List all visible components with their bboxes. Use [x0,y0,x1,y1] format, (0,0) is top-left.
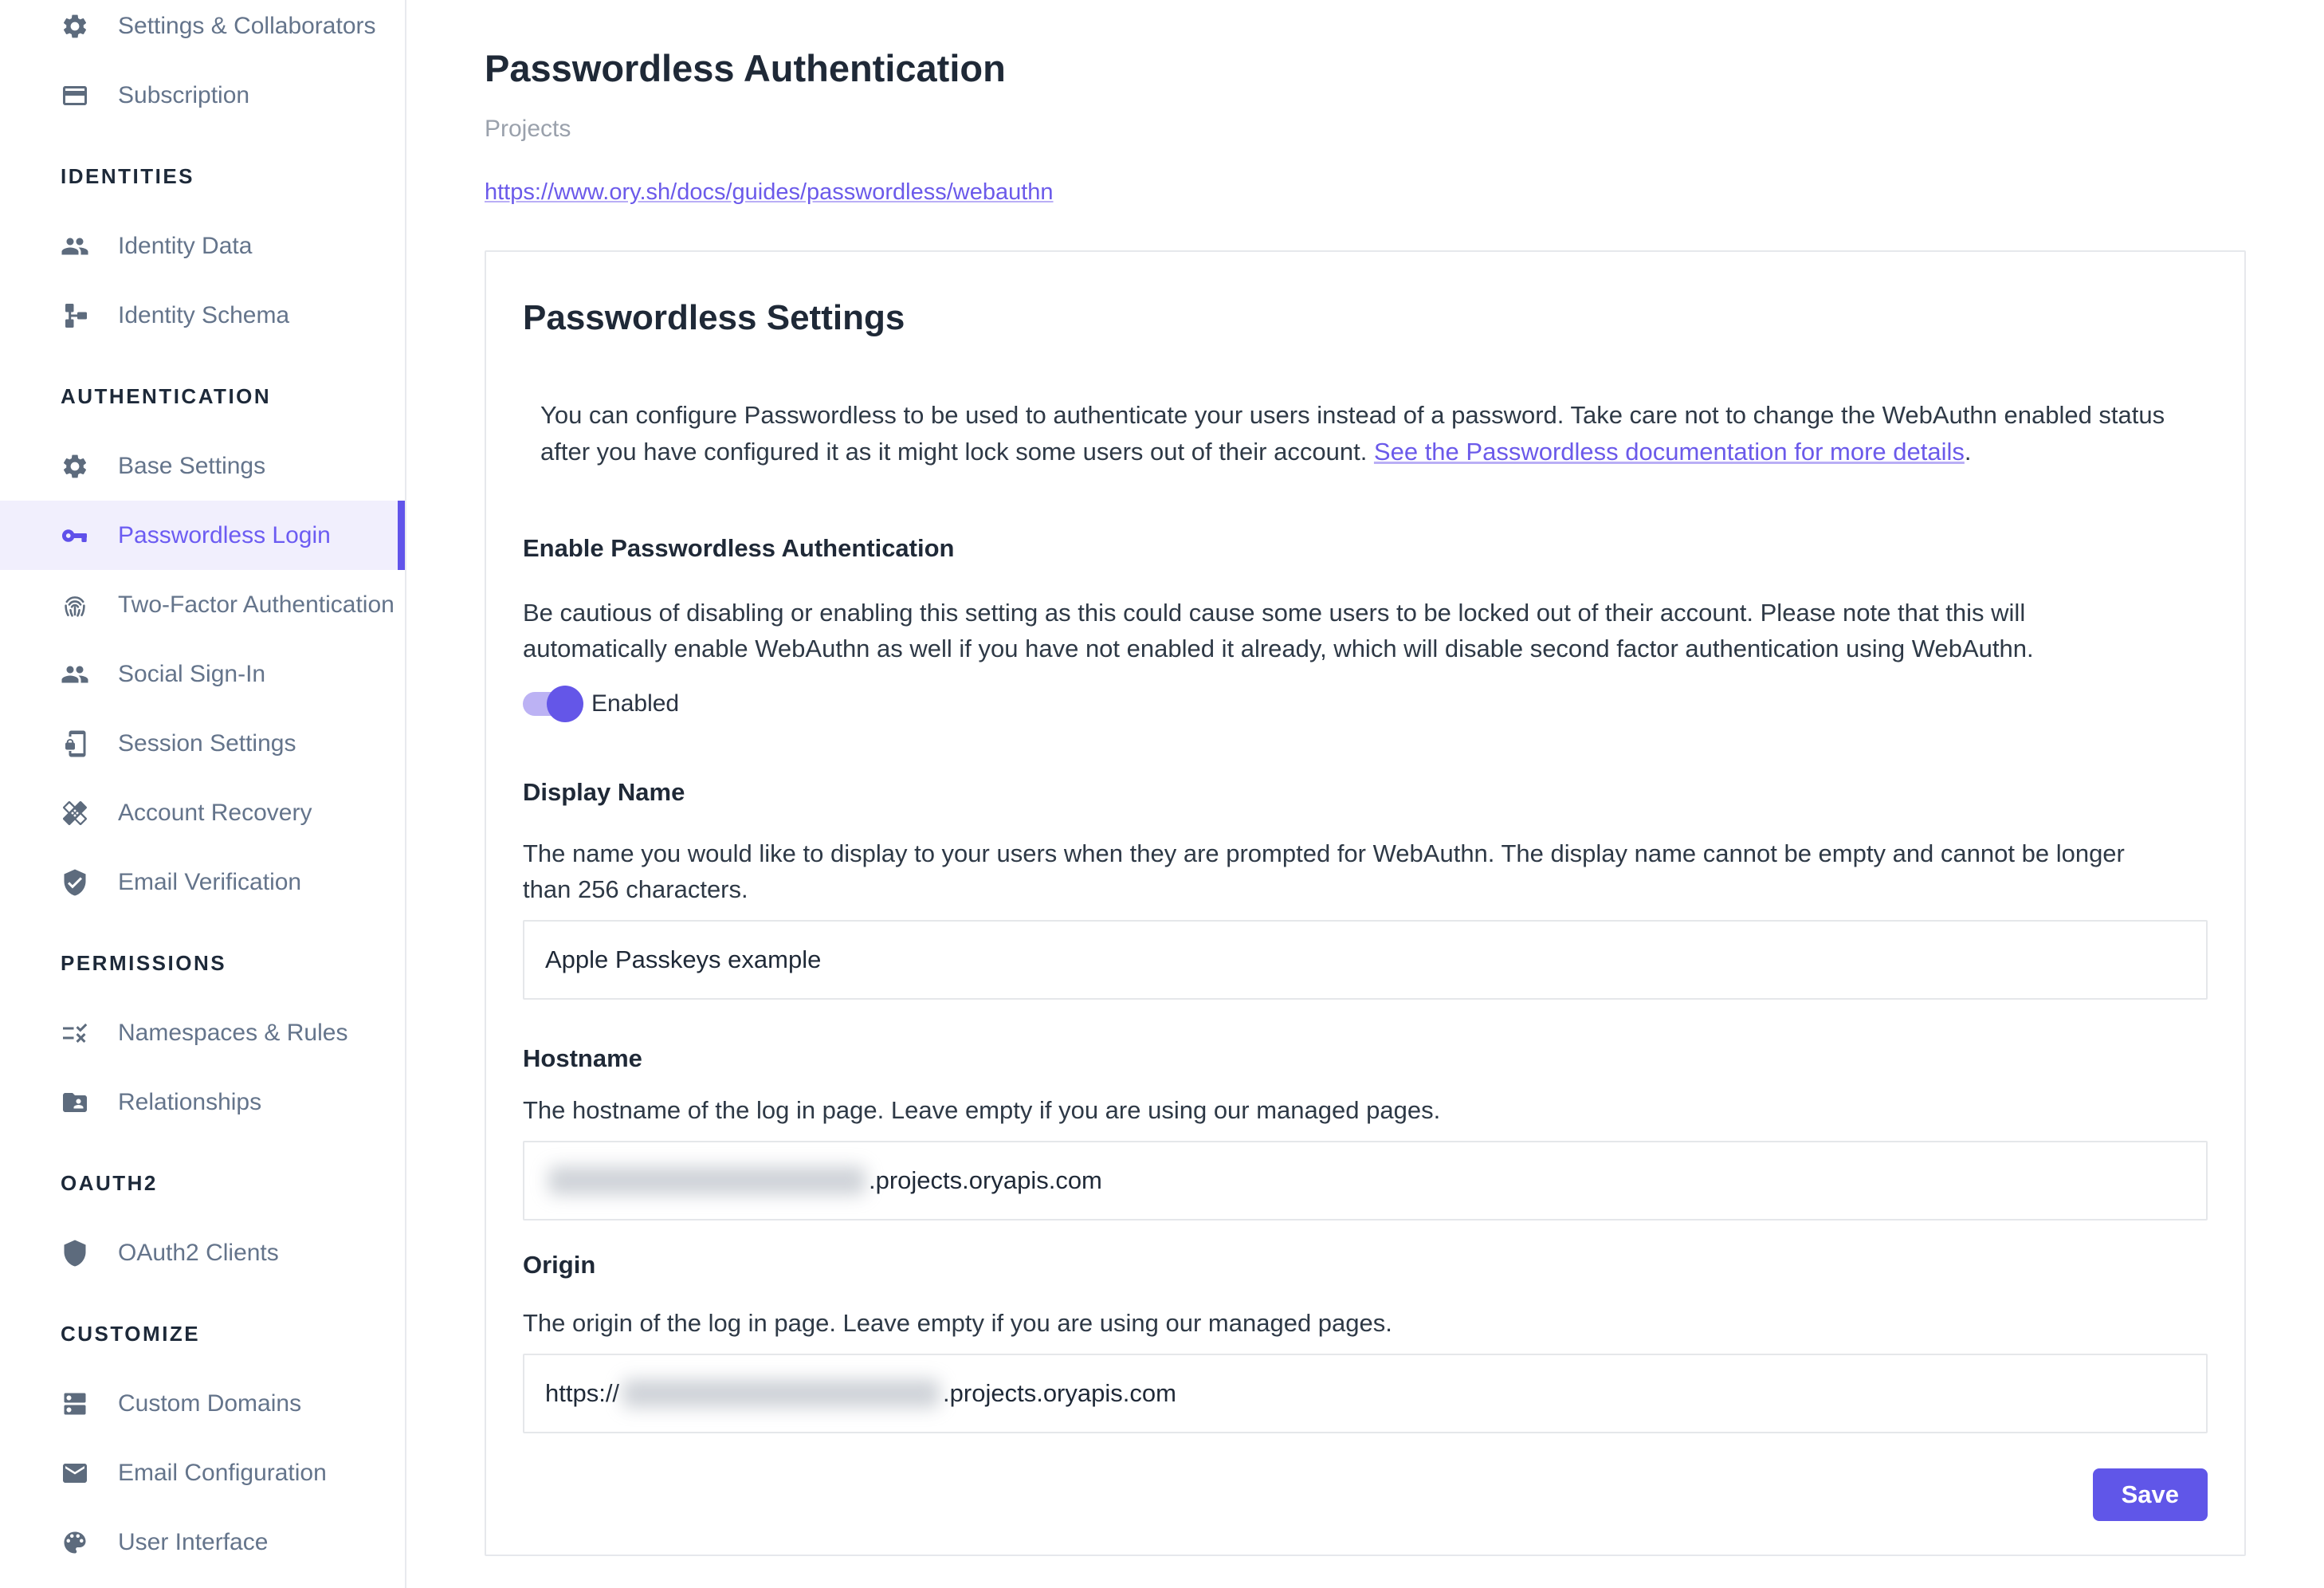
intro-text: You can configure Passwordless to be used to authenticate your users instead of a password. Take care not to change the WebAuthn enabled status after you have configured it as it might lock some users out of their account. [540,401,2172,466]
sidebar-item-account-recovery[interactable] [0,778,405,847]
envelope-icon [61,1459,89,1488]
sidebar-item-email-verification[interactable] [0,847,405,917]
sidebar-item-email-configuration[interactable] [0,1438,405,1507]
sidebar-item-identity-data[interactable] [0,211,405,281]
sidebar-item-passwordless-login[interactable] [0,501,405,570]
display-name-input[interactable] [523,920,2208,1000]
sidebar-item-namespaces-rules[interactable] [0,998,405,1067]
sidebar-item-label: Custom Domains [118,1390,302,1417]
gear-icon [61,12,89,41]
display-name-description: The name you would like to display to your users when they are prompted for WebAuthn. The display name cannot be empty and cannot be longer than 256 characters. [523,839,2125,903]
active-indicator-bar [398,501,405,570]
origin-label: Origin [523,1251,596,1279]
sidebar-item-label: Passwordless Login [118,521,331,548]
sidebar-section-oauth2: OAUTH2 [61,1171,158,1195]
sidebar-section-identities: IDENTITIES [61,164,195,188]
display-name-label: Display Name [523,778,685,806]
sidebar-item-subscription[interactable] [0,61,405,130]
card-footer [523,1468,2208,1521]
credit-card-icon [61,81,89,110]
main-content [406,0,2324,1588]
palette-icon [61,1528,89,1557]
hostname-description: The hostname of the log in page. Leave empty if you are using our managed pages. [523,1096,1441,1124]
toggle-label: Enabled [591,690,680,717]
key-icon [61,521,89,550]
sidebar-item-label: Subscription [118,81,250,108]
sidebar-item-two-factor-authentication[interactable] [0,570,405,639]
redacted-hostname-value [548,1166,866,1195]
sidebar-item-label: Session Settings [118,729,296,757]
sidebar-item-label: Account Recovery [118,799,312,826]
hostname-input[interactable] [523,1141,2208,1220]
sidebar-item-label: Two-Factor Authentication [118,591,395,618]
sidebar-item-relationships[interactable] [0,1067,405,1137]
sidebar-item-label: Email Verification [118,868,302,895]
folder-user-icon [61,1088,89,1117]
hostname-visible-suffix: .projects.oryapis.com [869,1166,1102,1194]
passwordless-settings-card [485,250,2246,1556]
sidebar-nav [0,0,405,1577]
sidebar-item-label: Namespaces & Rules [118,1019,348,1046]
phone-lock-icon [61,729,89,758]
intro-paragraph [523,397,2208,470]
sidebar-item-social-sign-in[interactable] [0,639,405,709]
fingerprint-icon [61,591,89,619]
people-icon [61,660,89,689]
sidebar-item-custom-domains[interactable] [0,1369,405,1438]
sidebar-item-label: Identity Data [118,232,253,259]
sidebar-item-label: Identity Schema [118,301,290,328]
sidebar-item-label: Base Settings [118,452,266,479]
webauthn-doc-link[interactable]: https://www.ory.sh/docs/guides/passwordless/webauthn [485,179,1054,205]
passwordless-toggle[interactable] [523,686,579,722]
gear-icon [61,452,89,481]
sidebar-item-label: Relationships [118,1088,262,1115]
sidebar-section-customize: CUSTOMIZE [61,1322,201,1346]
rule-icon [61,1019,89,1048]
sidebar-item-label: Social Sign-In [118,660,266,687]
people-icon [61,232,89,261]
enable-passwordless-label: Enable Passwordless Authentication [523,534,955,562]
intro-suffix: . [1964,438,1972,466]
sidebar [0,0,406,1588]
sidebar-item-label: Email Configuration [118,1459,327,1486]
origin-description: The origin of the log in page. Leave empty if you are using our managed pages. [523,1309,1392,1337]
enable-toggle-row [523,686,2208,722]
breadcrumb: Projects [485,116,571,142]
origin-visible-suffix: .projects.oryapis.com [943,1379,1176,1407]
dns-icon [61,1390,89,1418]
sidebar-item-oauth2-clients[interactable] [0,1218,405,1287]
sidebar-item-label: User Interface [118,1528,269,1555]
enable-passwordless-description: Be cautious of disabling or enabling this setting as this could cause some users to be locked out of their account. Please note that this will automatically enable WebAuthn as well if you have not enabled it already, which will disable second factor authentication using WebAuthn. [523,599,2034,662]
sidebar-item-session-settings[interactable] [0,709,405,778]
shield-icon [61,1239,89,1268]
sidebar-item-settings-collaborators[interactable] [0,0,405,61]
shield-check-icon [61,868,89,897]
schema-icon [61,301,89,330]
origin-input[interactable] [523,1354,2208,1433]
origin-prefix: https:// [545,1379,620,1407]
sidebar-section-permissions: PERMISSIONS [61,951,227,975]
healing-icon [61,799,89,827]
toggle-thumb [547,686,583,722]
page-title: Passwordless Authentication [485,47,1006,89]
sidebar-item-base-settings[interactable] [0,431,405,501]
sidebar-item-label: Settings & Collaborators [118,12,376,39]
sidebar-section-authentication: AUTHENTICATION [61,384,272,408]
passwordless-doc-link[interactable]: See the Passwordless documentation for more details [1373,438,1965,466]
redacted-origin-value [622,1379,940,1408]
sidebar-item-user-interface[interactable] [0,1507,405,1577]
card-title: Passwordless Settings [523,298,905,337]
sidebar-item-identity-schema[interactable] [0,281,405,350]
save-button[interactable]: Save [2093,1468,2208,1521]
sidebar-item-label: OAuth2 Clients [118,1239,279,1266]
hostname-label: Hostname [523,1044,642,1072]
